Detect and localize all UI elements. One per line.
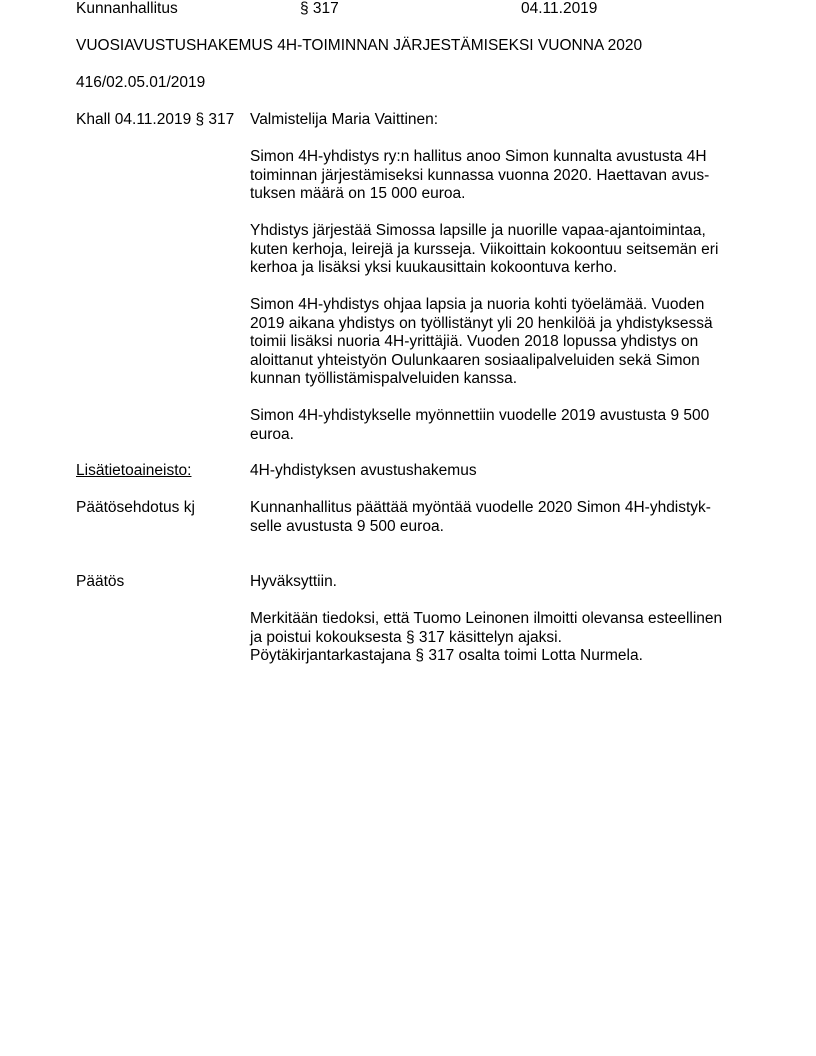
paragraph-line: kerhoa ja lisäksi yksi kuukausittain kokoontuva kerho. xyxy=(250,259,618,276)
header-body: Kunnanhallitus xyxy=(76,0,178,17)
paragraph-4 xyxy=(250,407,750,444)
paragraph-line: toiminnan järjestämiseksi kunnassa vuonna 2020. Haettavan avus- xyxy=(250,166,710,184)
paragraph-line: Simon 4H-yhdistys ohjaa lapsia ja nuoria kohti työelämää. Vuoden xyxy=(250,296,705,313)
paragraph-line: kunnan työllistämispalveluiden kanssa. xyxy=(250,370,518,387)
paragraph-line: Yhdistys järjestää Simossa lapsille ja nuorille vapaa-ajantoimintaa, xyxy=(250,222,706,239)
paragraph-line: toimii lisäksi nuoria 4H-yrittäjiä. Vuoden 2018 lopussa yhdistys on xyxy=(250,333,699,350)
decision-label: Päätös xyxy=(76,573,125,590)
paragraph-line: tuksen määrä on 15 000 euroa. xyxy=(250,185,466,202)
proposal-line: selle avustusta 9 500 euroa. xyxy=(250,517,444,535)
header-date: 04.11.2019 xyxy=(521,0,598,17)
attachment-value: 4H-yhdistyksen avustushakemus xyxy=(250,462,477,479)
decision-note-line: Merkitään tiedoksi, että Tuomo Leinonen ilmoitti olevansa esteellinen xyxy=(250,610,723,627)
paragraph-line: aloittanut yhteistyön Oulunkaaren sosiaalipalveluiden sekä Simon xyxy=(250,351,700,369)
document-title: VUOSIAVUSTUSHAKEMUS 4H-TOIMINNAN JÄRJESTÄMISEKSI VUONNA 2020 xyxy=(76,37,643,54)
decision-note-line: Pöytäkirjantarkastajana § 317 osalta toimi Lotta Nurmela. xyxy=(250,647,643,664)
header-section: § 317 xyxy=(300,0,339,17)
khall-label: Khall 04.11.2019 § 317 xyxy=(76,111,235,128)
paragraph-line: 2019 aikana yhdistys on työllistänyt yli 20 henkilöä ja yhdistyksessä xyxy=(250,314,713,332)
proposal-text xyxy=(250,499,750,536)
decision-value: Hyväksyttiin. xyxy=(250,573,337,590)
paragraph-line: Simon 4H-yhdistys ry:n hallitus anoo Simon kunnalta avustusta 4H xyxy=(250,148,707,165)
decision-note xyxy=(250,610,750,666)
paragraph-line: kuten kerhoja, leirejä ja kursseja. Viikoittain kokoontuu seitsemän eri xyxy=(250,240,719,258)
preparer-line: Valmistelija Maria Vaittinen: xyxy=(250,111,439,128)
decision-note-line: ja poistui kokouksesta § 317 käsittelyn ajaksi. xyxy=(250,628,562,646)
paragraph-1 xyxy=(250,148,750,204)
paragraph-3 xyxy=(250,296,750,389)
paragraph-2 xyxy=(250,222,750,278)
paragraph-line: Simon 4H-yhdistykselle myönnettiin vuodelle 2019 avustusta 9 500 xyxy=(250,407,710,424)
proposal-line: Kunnanhallitus päättää myöntää vuodelle 2020 Simon 4H-yhdistyk- xyxy=(250,499,711,516)
proposal-label: Päätösehdotus kj xyxy=(76,499,195,516)
record-number: 416/02.05.01/2019 xyxy=(76,74,206,91)
attachment-label: Lisätietoaineisto: xyxy=(76,462,192,479)
paragraph-line: euroa. xyxy=(250,425,294,443)
